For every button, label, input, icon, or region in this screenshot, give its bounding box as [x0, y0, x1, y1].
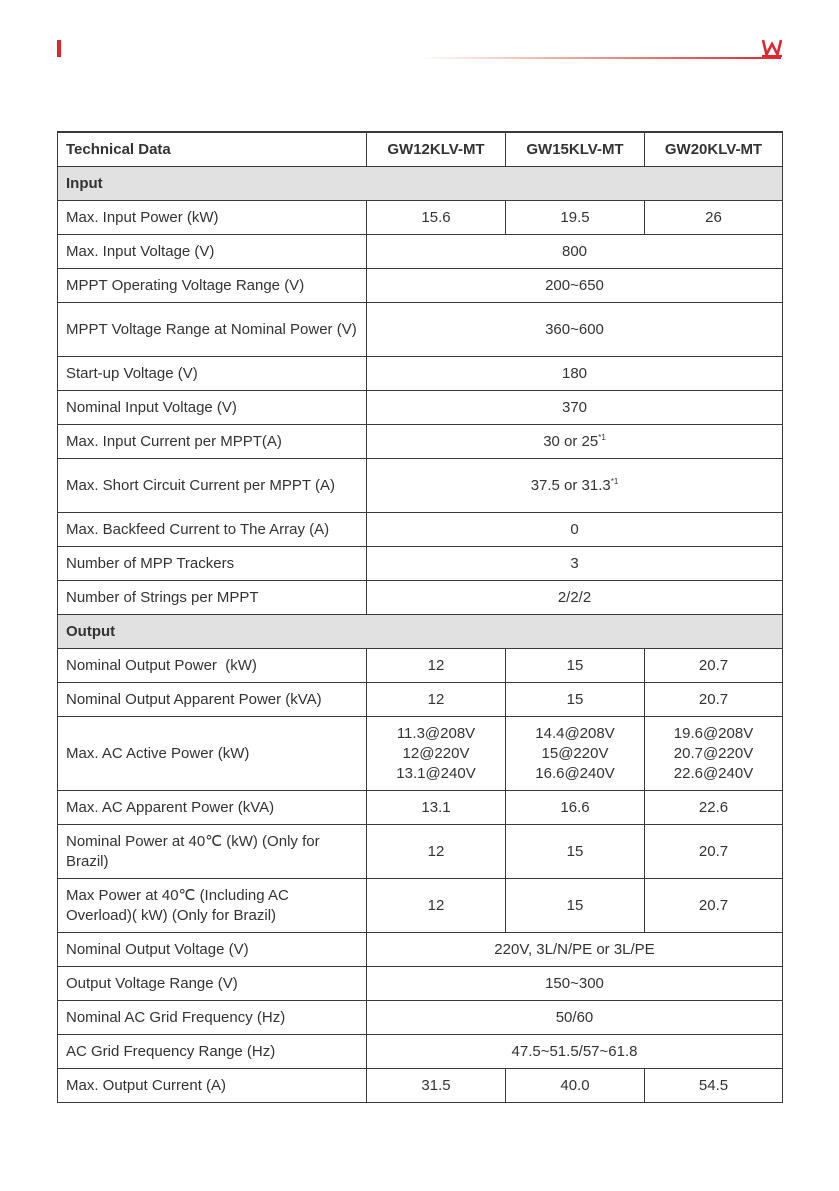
cell-value: 47.5~51.5/57~61.8 [367, 1035, 783, 1069]
column-header: GW20KLV-MT [645, 132, 783, 167]
row-label: Output Voltage Range (V) [58, 967, 367, 1001]
table-row [58, 1035, 783, 1069]
cell-value: 20.7 [645, 825, 783, 879]
table-row [58, 791, 783, 825]
cell-value: 150~300 [367, 967, 783, 1001]
cell-value: 20.7 [645, 649, 783, 683]
footnote-marker: *1 [598, 432, 606, 442]
cell-value: 19.5 [506, 201, 645, 235]
row-label: Nominal AC Grid Frequency (Hz) [58, 1001, 367, 1035]
column-header: GW15KLV-MT [506, 132, 645, 167]
row-label: Max Power at 40℃ (Including AC Overload)( kW) (Only for Brazil) [58, 879, 367, 933]
cell-value [506, 717, 645, 791]
row-label: Max. AC Apparent Power (kVA) [58, 791, 367, 825]
header-gradient-rule [420, 57, 781, 59]
value-line: 11.3@208V [396, 724, 476, 742]
table-row [58, 649, 783, 683]
cell-value: 200~650 [367, 269, 783, 303]
row-label: Max. Input Current per MPPT(A) [58, 425, 367, 459]
cell-value: 360~600 [367, 303, 783, 357]
column-header: GW12KLV-MT [367, 132, 506, 167]
value-line: 13.1@240V [396, 764, 476, 782]
cell-value: 15 [506, 649, 645, 683]
row-label: Start-up Voltage (V) [58, 357, 367, 391]
table-row [58, 879, 783, 933]
cell-value [645, 717, 783, 791]
cell-value: 13.1 [367, 791, 506, 825]
cell-value: 12 [367, 683, 506, 717]
cell-value: 54.5 [645, 1069, 783, 1103]
section-row-input [58, 167, 783, 201]
cell-value [367, 459, 783, 513]
row-label: Nominal Output Power (kW) [58, 649, 367, 683]
row-label: Nominal Output Voltage (V) [58, 933, 367, 967]
section-row-output [58, 615, 783, 649]
value-line: 12@220V [402, 744, 470, 762]
cell-value: 22.6 [645, 791, 783, 825]
cell-value: 50/60 [367, 1001, 783, 1035]
row-label: Max. Input Power (kW) [58, 201, 367, 235]
table-row [58, 425, 783, 459]
value-line: 14.4@208V [535, 724, 615, 742]
cell-value: 0 [367, 513, 783, 547]
cell-value: 2/2/2 [367, 581, 783, 615]
table-row [58, 933, 783, 967]
table-row [58, 391, 783, 425]
row-label: MPPT Voltage Range at Nominal Power (V) [58, 303, 367, 357]
table-row [58, 459, 783, 513]
table-row [58, 1069, 783, 1103]
footnote-marker: *1 [610, 476, 619, 486]
row-label: Max. Backfeed Current to The Array (A) [58, 513, 367, 547]
row-label: Max. Input Voltage (V) [58, 235, 367, 269]
row-label: Max. Output Current (A) [58, 1069, 367, 1103]
column-header: Technical Data [58, 132, 367, 167]
value-line: 19.6@208V [673, 724, 754, 742]
cell-value: 15 [506, 879, 645, 933]
table-row [58, 201, 783, 235]
table-row [58, 513, 783, 547]
table-row [58, 825, 783, 879]
value-text: 37.5 or 31.3 [530, 476, 611, 494]
table-row [58, 269, 783, 303]
cell-value [367, 717, 506, 791]
value-text: 30 or 25 [543, 432, 599, 450]
cell-value: 800 [367, 235, 783, 269]
table-row [58, 1001, 783, 1035]
cell-value: 40.0 [506, 1069, 645, 1103]
table-row [58, 303, 783, 357]
cell-value: 31.5 [367, 1069, 506, 1103]
cell-value: 370 [367, 391, 783, 425]
row-label: Max. Short Circuit Current per MPPT (A) [58, 459, 367, 513]
table-row [58, 235, 783, 269]
table-row [58, 967, 783, 1001]
cell-value: 180 [367, 357, 783, 391]
goodwe-logo-icon [761, 39, 783, 57]
row-label: Number of Strings per MPPT [58, 581, 367, 615]
value-line: 16.6@240V [535, 764, 615, 782]
cell-value [367, 425, 783, 459]
cell-value: 20.7 [645, 879, 783, 933]
header-accent-bar [57, 40, 61, 57]
row-label: Nominal Output Apparent Power (kVA) [58, 683, 367, 717]
cell-value: 12 [367, 649, 506, 683]
section-title: Output [58, 615, 783, 649]
table-row [58, 683, 783, 717]
row-label: MPPT Operating Voltage Range (V) [58, 269, 367, 303]
cell-value: 15 [506, 825, 645, 879]
table-header-row [58, 132, 783, 167]
table-row [58, 357, 783, 391]
value-line: 20.7@220V [673, 744, 754, 762]
row-label: AC Grid Frequency Range (Hz) [58, 1035, 367, 1069]
value-line: 15@220V [541, 744, 609, 762]
row-label: Nominal Power at 40℃ (kW) (Only for Brazil) [58, 825, 367, 879]
cell-value: 15 [506, 683, 645, 717]
table-row [58, 547, 783, 581]
value-line: 22.6@240V [673, 764, 754, 782]
row-label: Max. AC Active Power (kW) [58, 717, 367, 791]
table-row [58, 581, 783, 615]
table-row [58, 717, 783, 791]
cell-value: 220V, 3L/N/PE or 3L/PE [367, 933, 783, 967]
cell-value: 3 [367, 547, 783, 581]
cell-value: 12 [367, 825, 506, 879]
cell-value: 26 [645, 201, 783, 235]
row-label: Number of MPP Trackers [58, 547, 367, 581]
technical-data-table [57, 131, 783, 1103]
cell-value: 16.6 [506, 791, 645, 825]
section-title: Input [58, 167, 783, 201]
cell-value: 20.7 [645, 683, 783, 717]
row-label: Nominal Input Voltage (V) [58, 391, 367, 425]
cell-value: 15.6 [367, 201, 506, 235]
cell-value: 12 [367, 879, 506, 933]
